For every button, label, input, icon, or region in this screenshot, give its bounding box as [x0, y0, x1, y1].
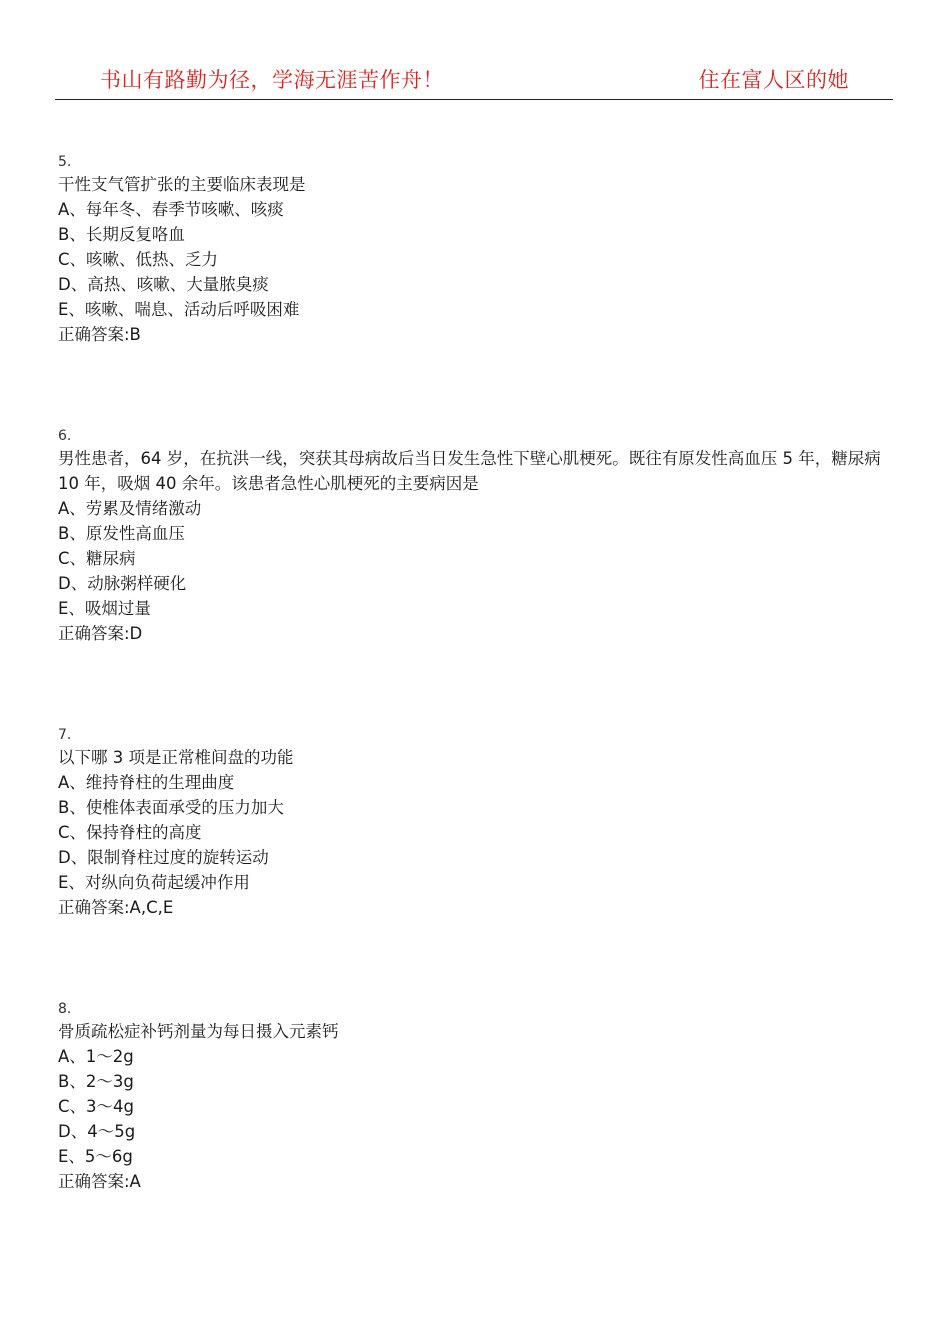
- option-d: D、动脉粥样硬化: [58, 574, 187, 593]
- option-e: E、吸烟过量: [58, 599, 151, 618]
- header-motto: 书山有路勤为径，学海无涯苦作舟！: [100, 68, 444, 92]
- question-stem: 骨质疏松症补钙剂量为每日摄入元素钙: [58, 1022, 339, 1041]
- correct-answer: 正确答案:B: [58, 325, 141, 344]
- header-title: 住在富人区的她: [698, 68, 849, 92]
- option-b: B、长期反复咯血: [58, 225, 185, 244]
- question-number: 7.: [58, 727, 72, 743]
- question-number: 8.: [58, 1001, 72, 1017]
- option-d: D、高热、咳嗽、大量脓臭痰: [58, 275, 269, 294]
- option-a: A、每年冬、春季节咳嗽、咳痰: [58, 200, 284, 219]
- option-c: C、保持脊柱的高度: [58, 823, 202, 842]
- question-block: [58, 426, 898, 646]
- option-b: B、2～3g: [58, 1072, 134, 1091]
- option-c: C、咳嗽、低热、乏力: [58, 250, 219, 269]
- page-header: [55, 62, 893, 100]
- question-block: [58, 725, 898, 920]
- question-number: 6.: [58, 428, 72, 444]
- option-d: D、4～5g: [58, 1122, 136, 1141]
- option-e: E、5～6g: [58, 1147, 133, 1166]
- option-b: B、使椎体表面承受的压力加大: [58, 798, 284, 817]
- option-e: E、对纵向负荷起缓冲作用: [58, 873, 250, 892]
- question-block: [58, 999, 898, 1194]
- option-a: A、维持脊柱的生理曲度: [58, 773, 235, 792]
- correct-answer: 正确答案:A,C,E: [58, 898, 174, 917]
- correct-answer: 正确答案:A: [58, 1172, 141, 1191]
- option-b: B、原发性高血压: [58, 524, 185, 543]
- question-block: [58, 152, 898, 347]
- option-c: C、3～4g: [58, 1097, 134, 1116]
- question-stem: 干性支气管扩张的主要临床表现是: [58, 175, 306, 194]
- option-a: A、劳累及情绪激动: [58, 499, 202, 518]
- question-number: 5.: [58, 154, 72, 170]
- correct-answer: 正确答案:D: [58, 624, 143, 643]
- option-a: A、1～2g: [58, 1047, 134, 1066]
- option-e: E、咳嗽、喘息、活动后呼吸困难: [58, 300, 300, 319]
- question-stem: 以下哪 3 项是正常椎间盘的功能: [58, 748, 294, 767]
- question-stem: 男性患者，64 岁，在抗洪一线，突获其母病故后当日发生急性下壁心肌梗死。既往有原发性高血压 5 年，糖尿病 10 年，吸烟 40 余年。该患者急性心肌梗死的主要病因是: [58, 449, 881, 493]
- option-d: D、限制脊柱过度的旋转运动: [58, 848, 269, 867]
- option-c: C、糖尿病: [58, 549, 136, 568]
